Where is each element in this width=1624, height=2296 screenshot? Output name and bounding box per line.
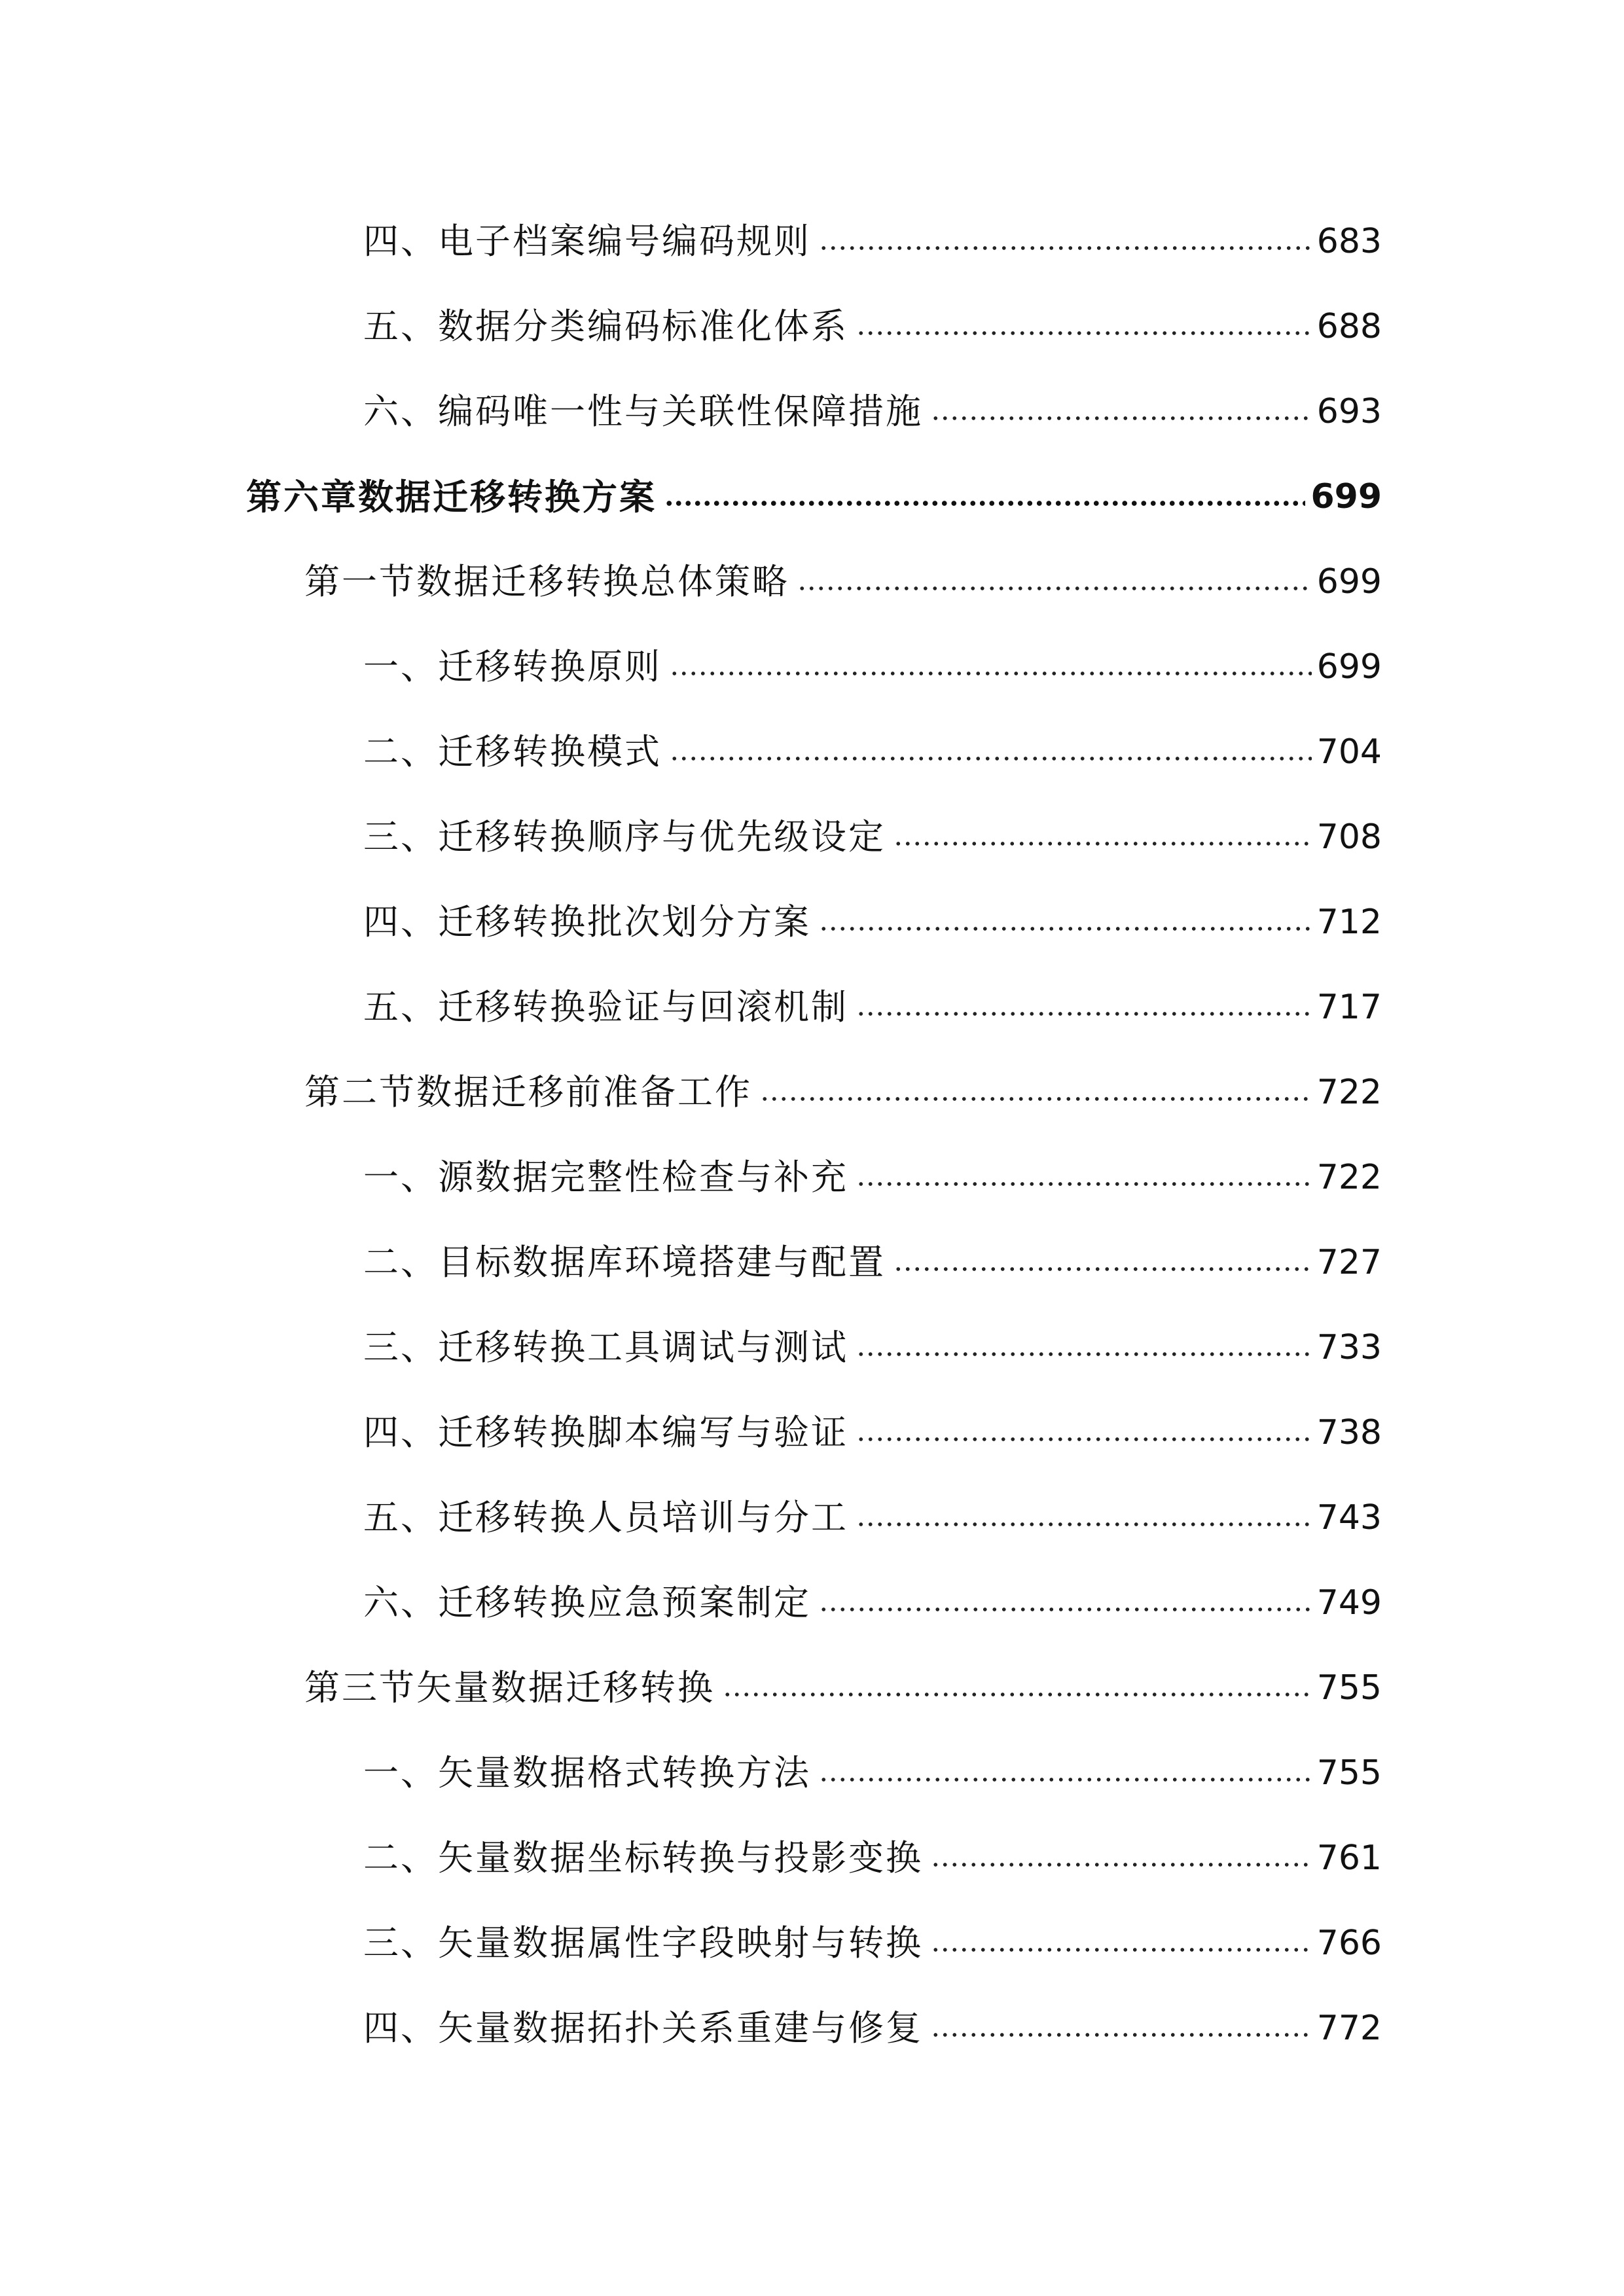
toc-entry[interactable]: [363, 636, 1382, 688]
toc-entry-title: 五、迁移转换验证与回滚机制: [363, 986, 848, 1028]
toc-entry[interactable]: [363, 721, 1382, 773]
toc-entry-title: 四、电子档案编号编码规则: [363, 221, 811, 262]
dot-leader: [664, 498, 1305, 509]
toc-entry-page-number: 766: [1316, 1924, 1382, 1963]
toc-entry-page-number: 743: [1316, 1498, 1382, 1537]
toc-entry[interactable]: [363, 976, 1382, 1028]
toc-entry-title: 四、迁移转换批次划分方案: [363, 901, 811, 942]
toc-section-page-number: 699: [1316, 562, 1382, 601]
dot-leader: [893, 838, 1312, 849]
dot-leader: [670, 753, 1312, 764]
toc-entry[interactable]: [363, 1486, 1382, 1539]
toc-section-title: 第三节矢量数据迁移转换: [304, 1667, 715, 1708]
toc-entry-page-number: 722: [1316, 1158, 1382, 1197]
dot-leader: [670, 668, 1312, 679]
toc-section-title: 第一节数据迁移转换总体策略: [304, 561, 789, 602]
dot-leader: [856, 1519, 1312, 1530]
dot-leader: [931, 1859, 1312, 1870]
dot-leader: [856, 1349, 1312, 1359]
dot-leader: [931, 413, 1312, 423]
toc-entry[interactable]: [363, 891, 1382, 943]
toc-section-entry[interactable]: [304, 550, 1382, 603]
toc-entry-title: 四、矢量数据拓扑关系重建与修复: [363, 2007, 923, 2049]
toc-entry-page-number: 717: [1316, 988, 1382, 1027]
dot-leader: [819, 243, 1312, 253]
toc-entry-page-number: 712: [1316, 903, 1382, 942]
toc-entry-title: 六、编码唯一性与关联性保障措施: [363, 391, 923, 432]
toc-entry-page-number: 708: [1316, 817, 1382, 857]
toc-entry-page-number: 727: [1316, 1243, 1382, 1282]
toc-entry-page-number: 755: [1316, 1753, 1382, 1793]
toc-entry-page-number: 688: [1316, 307, 1382, 346]
toc-section-entry[interactable]: [304, 1061, 1382, 1113]
toc-entry[interactable]: [363, 295, 1382, 348]
toc-entry-title: 四、迁移转换脚本编写与验证: [363, 1412, 848, 1453]
dot-leader: [856, 1179, 1312, 1189]
toc-entry-title: 三、迁移转换工具调试与测试: [363, 1327, 848, 1368]
dot-leader: [931, 1945, 1312, 1955]
toc-entry-title: 五、数据分类编码标准化体系: [363, 306, 848, 347]
toc-entry-page-number: 693: [1316, 392, 1382, 431]
toc-entry-title: 五、迁移转换人员培训与分工: [363, 1497, 848, 1538]
toc-entry-title: 一、迁移转换原则: [363, 646, 662, 687]
toc-entry-page-number: 738: [1316, 1413, 1382, 1452]
toc-entry[interactable]: [363, 1316, 1382, 1369]
toc-entry-page-number: 683: [1316, 222, 1382, 261]
toc-entry-title: 二、矢量数据坐标转换与投影变换: [363, 1837, 923, 1878]
toc-section-title: 第二节数据迁移前准备工作: [304, 1071, 752, 1113]
toc-entry[interactable]: [363, 380, 1382, 433]
dot-leader: [723, 1689, 1312, 1700]
toc-entry[interactable]: [363, 1401, 1382, 1454]
dot-leader: [856, 1434, 1312, 1444]
toc-entry[interactable]: [363, 1912, 1382, 1964]
toc-entry-page-number: 733: [1316, 1328, 1382, 1367]
dot-leader: [931, 2030, 1312, 2040]
toc-entry[interactable]: [363, 806, 1382, 858]
toc-section-entry[interactable]: [304, 1657, 1382, 1709]
dot-leader: [760, 1094, 1312, 1104]
dot-leader: [856, 328, 1312, 338]
toc-entry-page-number: 699: [1316, 647, 1382, 687]
dot-leader: [819, 1604, 1312, 1615]
toc-chapter-title: 第六章数据迁移转换方案: [246, 476, 657, 518]
toc-entry[interactable]: [363, 1997, 1382, 2049]
dot-leader: [893, 1264, 1312, 1274]
toc-section-page-number: 722: [1316, 1073, 1382, 1112]
toc-entry-title: 六、迁移转换应急预案制定: [363, 1582, 811, 1623]
toc-entry[interactable]: [363, 1742, 1382, 1794]
toc-section-page-number: 755: [1316, 1668, 1382, 1708]
toc-entry-page-number: 772: [1316, 2009, 1382, 2048]
toc-entry[interactable]: [363, 1146, 1382, 1198]
dot-leader: [797, 583, 1312, 594]
toc-entry-page-number: 749: [1316, 1583, 1382, 1623]
toc-entry-title: 三、矢量数据属性字段映射与转换: [363, 1922, 923, 1964]
toc-entry-page-number: 761: [1316, 1839, 1382, 1878]
dot-leader: [856, 1009, 1312, 1019]
toc-entry-title: 一、源数据完整性检查与补充: [363, 1157, 848, 1198]
toc-entry-title: 一、矢量数据格式转换方法: [363, 1752, 811, 1793]
toc-entry[interactable]: [363, 1231, 1382, 1283]
toc-entry[interactable]: [363, 1827, 1382, 1879]
toc-entry[interactable]: [363, 210, 1382, 262]
toc-chapter-page-number: 699: [1310, 477, 1382, 516]
toc-entry-title: 二、目标数据库环境搭建与配置: [363, 1242, 886, 1283]
dot-leader: [819, 1774, 1312, 1785]
toc-entry[interactable]: [363, 1571, 1382, 1624]
dot-leader: [819, 924, 1312, 934]
toc-entry-title: 三、迁移转换顺序与优先级设定: [363, 816, 886, 857]
toc-entry-page-number: 704: [1316, 732, 1382, 772]
toc-entry-title: 二、迁移转换模式: [363, 731, 662, 772]
toc-chapter-entry[interactable]: [246, 465, 1382, 518]
